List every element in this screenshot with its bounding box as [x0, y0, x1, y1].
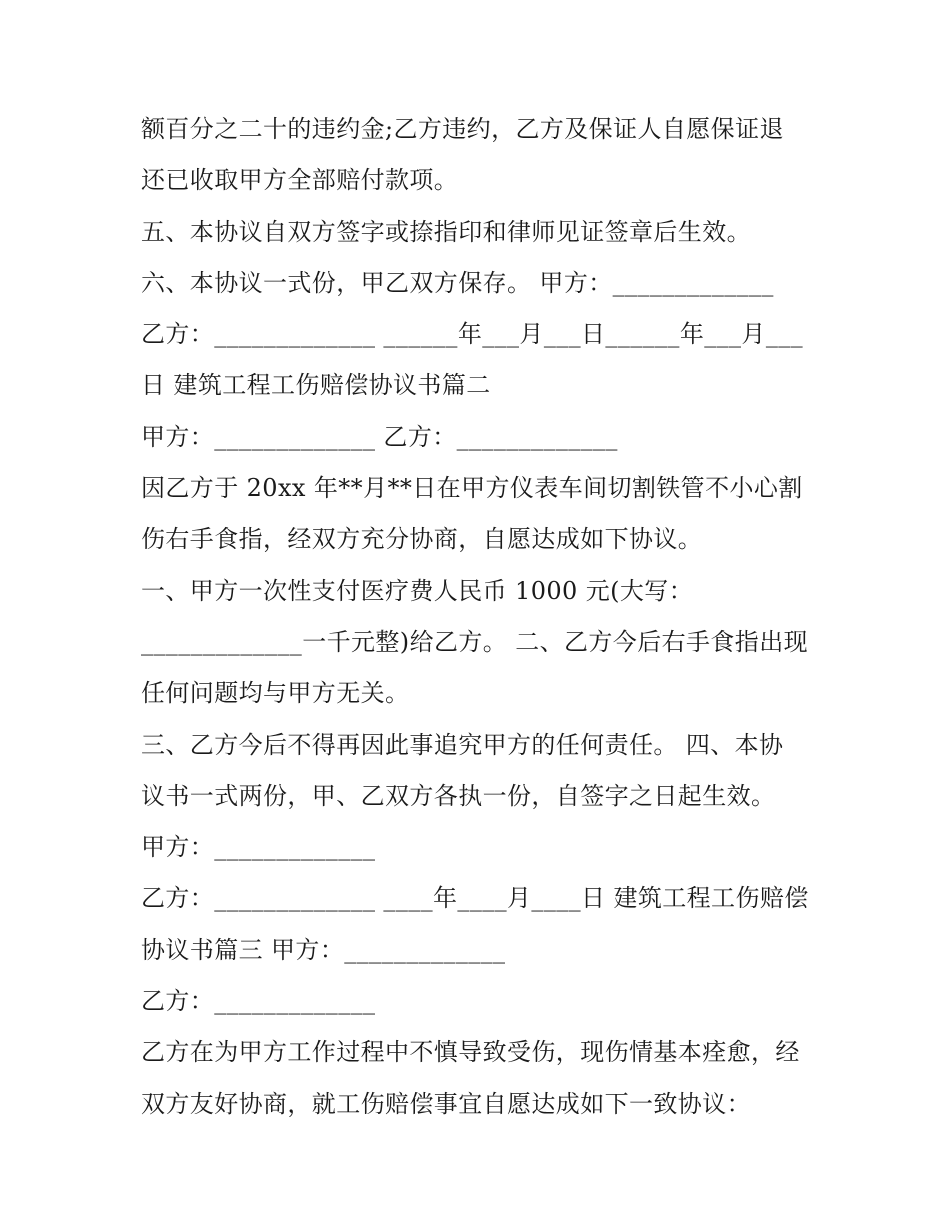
text-line: 甲方：_____________ 乙方：_____________ [141, 422, 618, 451]
section-heading-line: 协议书篇三 甲方：_____________ [141, 935, 506, 964]
text-line: 任何问题均与甲方无关。 [141, 679, 410, 708]
document-body [141, 104, 831, 1130]
text-line: 乙方：_____________ ______年___月___日______年___月___ [141, 320, 804, 349]
text-line: 六、本协议一式份，甲乙双方保存。 甲方：_____________ [141, 268, 774, 297]
text-line: 五、本协议自双方签字或捺指印和律师见证签章后生效。 [141, 217, 751, 246]
text-line: 额百分之二十的违约金;乙方违约，乙方及保证人自愿保证退 [141, 115, 784, 143]
signature-line: 甲方：_____________ [141, 833, 376, 862]
text-line: _____________一千元整)给乙方。 二、乙方今后右手食指出现 [141, 627, 808, 656]
text-line: 还已收取甲方全部赔付款项。 [141, 166, 459, 195]
text-line: 伤右手食指，经双方充分协商，自愿达成如下协议。 [141, 525, 703, 554]
text-line: 双方友好协商，就工伤赔偿事宜自愿达成如下一致协议： [141, 1089, 751, 1118]
text-line: 一、甲方一次性支付医疗费人民币 1000 元(大写： [141, 576, 694, 605]
text-line: 因乙方于 20xx 年**月**日在甲方仪表车间切割铁管不小心割 [141, 474, 803, 503]
text-line: 三、乙方今后不得再因此事追究甲方的任何责任。 四、本协 [141, 730, 784, 759]
text-line: 议书一式两份，甲、乙双方各执一份，自签字之日起生效。 [141, 781, 776, 810]
signature-line: 乙方：_____________ [141, 987, 376, 1016]
text-line: 乙方：_____________ ____年____月____日 建筑工程工伤赔偿 [141, 884, 809, 913]
section-heading-line: 日 建筑工程工伤赔偿协议书篇二 [141, 371, 491, 400]
text-line: 乙方在为甲方工作过程中不慎导致受伤，现伤情基本痊愈，经 [141, 1038, 800, 1067]
